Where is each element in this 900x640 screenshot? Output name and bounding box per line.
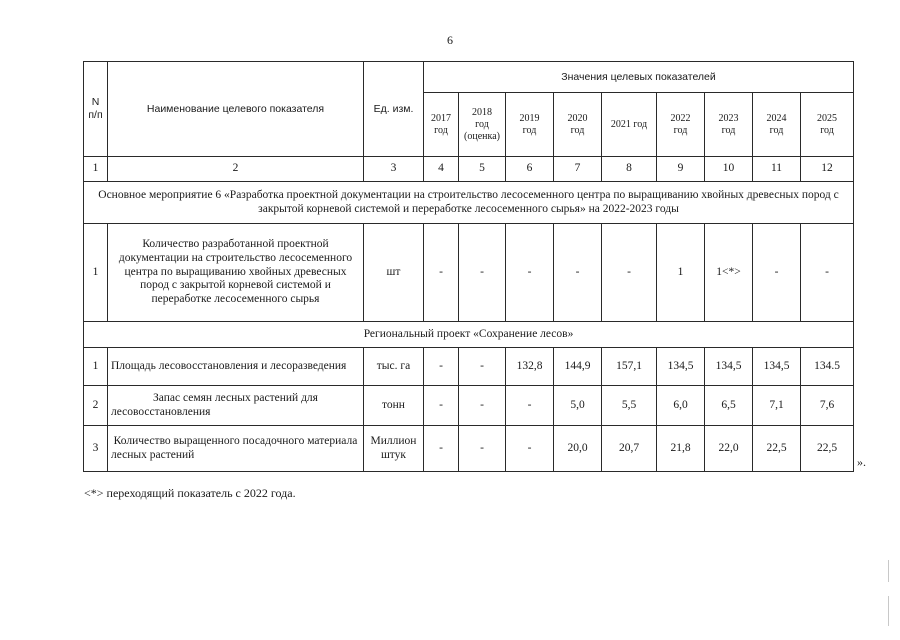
header-year: 2022 год — [657, 93, 705, 157]
table-row — [84, 224, 854, 322]
header-year: 2021 год — [602, 93, 657, 157]
value-cell: 1<*> — [705, 224, 753, 322]
value-cell: 134.5 — [801, 348, 854, 386]
section-1-title: Основное мероприятие 6 «Разработка проектной документации на строительство лесосеменного центра по выращиванию хвойных древесных пород с закрытой корневой системой и переработке лесосеменного сырья» на 2022-2023 годы — [84, 182, 854, 224]
indicator-name: Количество выращенного посадочного материала лесных растений — [108, 426, 364, 472]
indicator-name: Запас семян лесных растений для лесовосстановления — [108, 386, 364, 426]
value-cell: - — [753, 224, 801, 322]
col-number: 8 — [602, 157, 657, 182]
scan-edge-mark — [888, 560, 889, 582]
section-title-row — [84, 322, 854, 348]
col-number: 10 — [705, 157, 753, 182]
value-cell: - — [459, 348, 506, 386]
col-number: 2 — [108, 157, 364, 182]
value-cell: 134,5 — [657, 348, 705, 386]
value-cell: - — [424, 348, 459, 386]
value-cell: 7,6 — [801, 386, 854, 426]
value-cell: - — [424, 224, 459, 322]
indicator-unit: шт — [364, 224, 424, 322]
value-cell: - — [424, 426, 459, 472]
value-cell: 157,1 — [602, 348, 657, 386]
header-unit: Ед. изм. — [364, 62, 424, 157]
indicator-unit: тыс. га — [364, 348, 424, 386]
value-cell: - — [506, 426, 554, 472]
value-cell: - — [424, 386, 459, 426]
value-cell: - — [602, 224, 657, 322]
value-cell: 21,8 — [657, 426, 705, 472]
header-year: 2025 год — [801, 93, 854, 157]
indicator-unit: тонн — [364, 386, 424, 426]
value-cell: 20,7 — [602, 426, 657, 472]
target-indicators-table — [83, 61, 854, 472]
indicator-unit: Миллион штук — [364, 426, 424, 472]
value-cell: 20,0 — [554, 426, 602, 472]
row-number: 1 — [84, 224, 108, 322]
value-cell: - — [459, 224, 506, 322]
value-cell: 7,1 — [753, 386, 801, 426]
value-cell: - — [459, 386, 506, 426]
row-number: 3 — [84, 426, 108, 472]
value-cell: - — [506, 224, 554, 322]
indicator-name: Количество разработанной проектной документации на строительство лесосеменного центра по выращиванию хвойных древесных пород с закрытой корневой системой и переработке лесосеменного сырья — [108, 224, 364, 322]
table-row — [84, 348, 854, 386]
table-row — [84, 386, 854, 426]
header-num: N п/п — [84, 62, 108, 157]
value-cell: 22,5 — [801, 426, 854, 472]
value-cell: 6,5 — [705, 386, 753, 426]
col-number: 3 — [364, 157, 424, 182]
value-cell: 6,0 — [657, 386, 705, 426]
col-number: 4 — [424, 157, 459, 182]
closing-quote-mark: ». — [857, 455, 866, 469]
header-year: 2024 год — [753, 93, 801, 157]
header-year: 2023 год — [705, 93, 753, 157]
value-cell: 5,5 — [602, 386, 657, 426]
value-cell: - — [554, 224, 602, 322]
col-number: 7 — [554, 157, 602, 182]
table-row — [84, 426, 854, 472]
header-row-1 — [84, 62, 854, 93]
column-numbers-row — [84, 157, 854, 182]
section-title-row — [84, 182, 854, 224]
col-number: 5 — [459, 157, 506, 182]
value-cell: 1 — [657, 224, 705, 322]
row-number: 1 — [84, 348, 108, 386]
value-cell: - — [506, 386, 554, 426]
section-2-title: Региональный проект «Сохранение лесов» — [84, 322, 854, 348]
value-cell: 134,5 — [753, 348, 801, 386]
header-year: 2019 год — [506, 93, 554, 157]
row-number: 2 — [84, 386, 108, 426]
value-cell: 22,0 — [705, 426, 753, 472]
value-cell: 144,9 — [554, 348, 602, 386]
page-number: 6 — [447, 33, 453, 47]
header-year: 2020 год — [554, 93, 602, 157]
col-number: 6 — [506, 157, 554, 182]
header-indicator-name: Наименование целевого показателя — [108, 62, 364, 157]
indicator-name: Площадь лесовосстановления и лесоразведения — [108, 348, 364, 386]
scan-edge-mark — [888, 596, 889, 626]
value-cell: 134,5 — [705, 348, 753, 386]
col-number: 11 — [753, 157, 801, 182]
value-cell: - — [801, 224, 854, 322]
header-target-values: Значения целевых показателей — [424, 62, 854, 93]
value-cell: - — [459, 426, 506, 472]
footnote: <*> переходящий показатель с 2022 года. — [84, 486, 296, 500]
value-cell: 5,0 — [554, 386, 602, 426]
value-cell: 22,5 — [753, 426, 801, 472]
col-number: 9 — [657, 157, 705, 182]
header-year: 2018 год (оценка) — [459, 93, 506, 157]
col-number: 12 — [801, 157, 854, 182]
header-year: 2017 год — [424, 93, 459, 157]
col-number: 1 — [84, 157, 108, 182]
value-cell: 132,8 — [506, 348, 554, 386]
